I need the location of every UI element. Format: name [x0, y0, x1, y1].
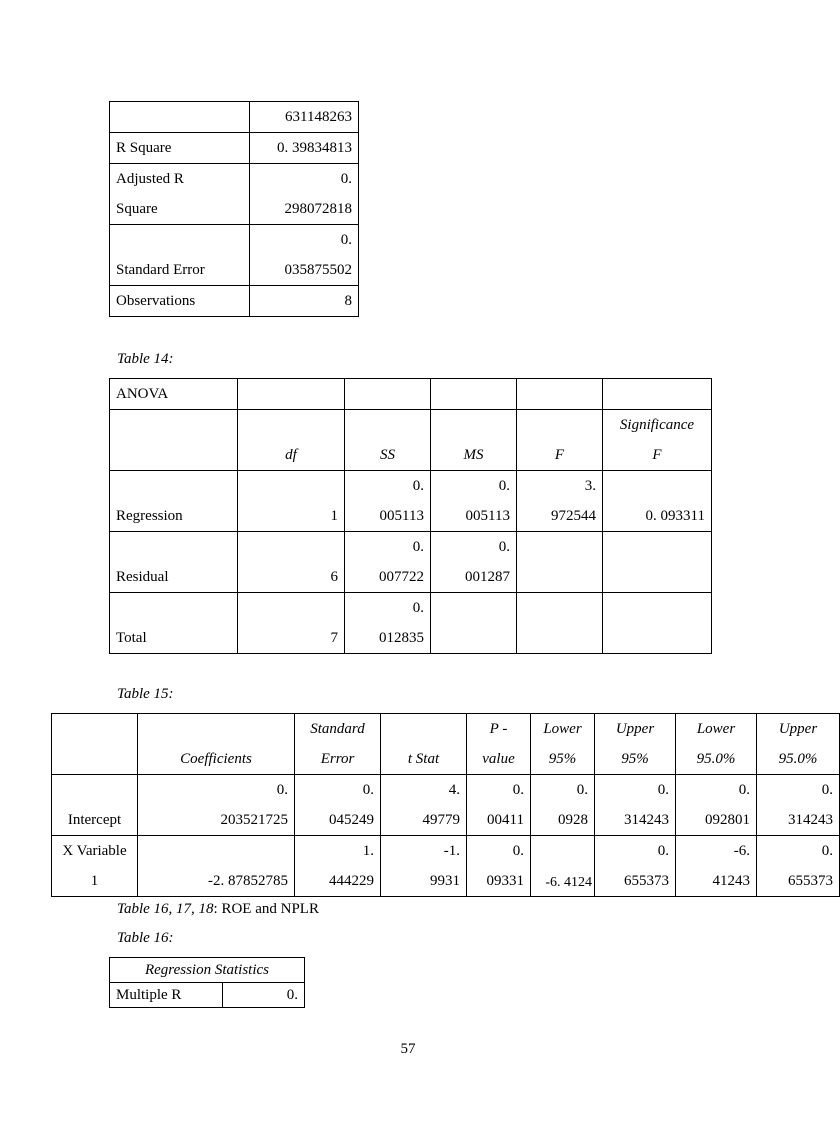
- table-cell: ANOVA: [110, 379, 238, 410]
- table-cell: Standard Error: [110, 225, 250, 286]
- table-cell: -2. 87852785: [138, 836, 295, 897]
- column-header: [52, 714, 138, 775]
- table-cell: 6: [238, 532, 345, 593]
- row-label: Residual: [110, 532, 238, 593]
- table-cell: [603, 379, 712, 410]
- table-cell: 0. 012835: [345, 593, 431, 654]
- table-row: [110, 133, 359, 164]
- table-row: [52, 775, 840, 836]
- table-cell: 0. 035875502: [250, 225, 359, 286]
- table-cell: 0. 298072818: [250, 164, 359, 225]
- table-cell: 0. 655373: [757, 836, 840, 897]
- column-header: Significance F: [603, 410, 712, 471]
- column-header: SS: [345, 410, 431, 471]
- table-cell: [517, 532, 603, 593]
- table-cell: 0. 203521725: [138, 775, 295, 836]
- coefficients-table: [51, 713, 840, 897]
- table-cell: [431, 593, 517, 654]
- table-header-row: [110, 410, 712, 471]
- table-cell: 0. 39834813: [250, 133, 359, 164]
- column-header: Lower 95%: [531, 714, 595, 775]
- table-header-row: [52, 714, 840, 775]
- regression-statistics-table-continued: [109, 101, 359, 317]
- row-label: Regression: [110, 471, 238, 532]
- table-cell: 7: [238, 593, 345, 654]
- table-row: [110, 532, 712, 593]
- column-header: P - value: [467, 714, 531, 775]
- table-cell: 3. 972544: [517, 471, 603, 532]
- table-cell: -1. 9931: [381, 836, 467, 897]
- table-cell: 0. 314243: [595, 775, 676, 836]
- column-header: Lower 95.0%: [676, 714, 757, 775]
- table-cell: [110, 102, 250, 133]
- table-cell: 0. 09331: [467, 836, 531, 897]
- table-cell: 0. 001287: [431, 532, 517, 593]
- table-cell: 1: [238, 471, 345, 532]
- table-cell: 8: [250, 286, 359, 317]
- row-label: Intercept: [52, 775, 138, 836]
- table-cell: 0. 045249: [295, 775, 381, 836]
- table-row: [110, 102, 359, 133]
- table-header-row: [110, 958, 305, 983]
- table-cell: 0. 007722: [345, 532, 431, 593]
- table-cell: [603, 532, 712, 593]
- table-row: [110, 286, 359, 317]
- row-label: Total: [110, 593, 238, 654]
- table-cell: [517, 379, 603, 410]
- table-cell: -6. 4124: [531, 836, 595, 897]
- table-row: [110, 164, 359, 225]
- table-row: [52, 836, 840, 897]
- table-cell: 0. 00411: [467, 775, 531, 836]
- column-header: F: [517, 410, 603, 471]
- table-cell: 0.: [223, 983, 305, 1008]
- table-cell: [603, 593, 712, 654]
- table-cell: [517, 593, 603, 654]
- column-header: [110, 410, 238, 471]
- table-cell: [431, 379, 517, 410]
- table-cell: 0. 314243: [757, 775, 840, 836]
- table-row: [110, 379, 712, 410]
- table-cell: 0. 005113: [431, 471, 517, 532]
- table-row: [110, 225, 359, 286]
- table-row: [110, 593, 712, 654]
- table-16-18-caption: [117, 900, 319, 918]
- table-row: [110, 983, 305, 1008]
- table-14-caption: Table 14:: [117, 351, 174, 367]
- table-cell: Multiple R: [110, 983, 223, 1008]
- regression-statistics-table: [109, 957, 305, 1008]
- caption-italic: Table 16, 17, 18: [117, 901, 214, 917]
- table-cell: 0. 0928: [531, 775, 595, 836]
- page-number: 57: [400, 1041, 416, 1057]
- column-header: Upper 95.0%: [757, 714, 840, 775]
- table-cell: Adjusted R Square: [110, 164, 250, 225]
- column-header: df: [238, 410, 345, 471]
- row-label: X Variable 1: [52, 836, 138, 897]
- table-cell: R Square: [110, 133, 250, 164]
- column-header: Upper 95%: [595, 714, 676, 775]
- table-cell: 631148263: [250, 102, 359, 133]
- table-cell: 1. 444229: [295, 836, 381, 897]
- table-title: Regression Statistics: [110, 958, 305, 983]
- table-15-caption: Table 15:: [117, 686, 174, 702]
- anova-table: [109, 378, 712, 654]
- table-cell: 0. 093311: [603, 471, 712, 532]
- table-cell: 0. 005113: [345, 471, 431, 532]
- table-cell: 4. 49779: [381, 775, 467, 836]
- table-cell: -6. 41243: [676, 836, 757, 897]
- table-16-caption: Table 16:: [117, 930, 174, 946]
- table-cell: 0. 655373: [595, 836, 676, 897]
- table-row: [110, 471, 712, 532]
- table-cell: [238, 379, 345, 410]
- table-cell: Observations: [110, 286, 250, 317]
- column-header: MS: [431, 410, 517, 471]
- column-header: t Stat: [381, 714, 467, 775]
- table-cell: [345, 379, 431, 410]
- caption-plain: : ROE and NPLR: [213, 901, 319, 917]
- column-header: Coefficients: [138, 714, 295, 775]
- table-cell: 0. 092801: [676, 775, 757, 836]
- column-header: Standard Error: [295, 714, 381, 775]
